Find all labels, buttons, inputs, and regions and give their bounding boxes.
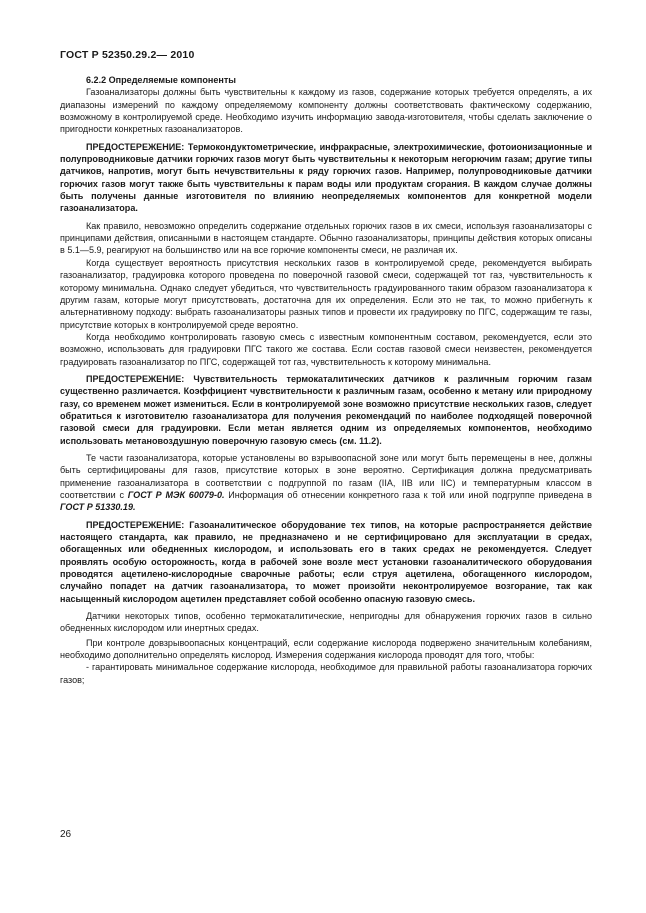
certification-text-a: Те части газоанализатора, которые установлены во взрывоопасной зоне или могут быть перемещены в нее, должны быть сертифицированы для газов, присутствие которых в зоне вероятно. Сертификация должна предусматривать применение газоанализатора в соответствии с подгруппой по газам (IIA, IIB или IIC) и температурным классом в соответствии с [60,452,592,500]
paragraph-certification [60,452,592,514]
reference-gost-iec: ГОСТ Р МЭК 60079-0. [127,490,225,500]
warning-sensors: ПРЕДОСТЕРЕЖЕНИЕ: Термокондуктометрические, инфракрасные, электрохимические, фотоионизационные и полупроводниковые датчики горючих газов могут быть чувствительны к некоторым негорючим газам; другие типы датчиков, напротив, могут быть нечувствительны к ряду горючих газов. Например, полупроводниковые датчики горючих газов могут также быть чувствительны к парам воды или продуктам сгорания. В каждом случае должны быть получены данные изготовителя по влиянию неопределяемых компонентов для конкретной модели газоанализатора. [60,141,592,214]
certification-text-b: Информация об отнесении конкретного газа к той или иной подгруппе приведена в [224,490,592,500]
paragraph-known-mixture: Когда необходимо контролировать газовую смесь с известным компонентным составом, рекомендуется, если это возможно, использовать для градуировки ПГС такого же состава. Если состав газовой смеси неизвестен, рекомендуется градуировать газоанализатор по ПГС, содержащей тот газ, чувствительность к которому минимальна. [60,331,592,367]
paragraph-inert: Датчики некоторых типов, особенно термокаталитические, непригодны для обнаружения горючих газов в сильно обедненных кислородом или инертных средах. [60,611,592,634]
paragraph-intro: Газоанализаторы должны быть чувствительны к каждому из газов, содержание которых требуется определять, а их диапазоны измерений по каждому определяемому компоненту должны соответствовать фактическому содержанию, возможному в контролируемой среде. Необходимо изучить информацию завода-изготовителя, чтобы сделать заключение о пригодности конкретных газоанализаторов. [60,87,592,135]
document-body [60,74,592,686]
list-item: - гарантировать минимальное содержание кислорода, необходимое для правильной работы газоанализатора горючих газов; [60,662,592,685]
warning-oxygen: ПРЕДОСТЕРЕЖЕНИЕ: Газоаналитическое оборудование тех типов, на которые распространяется действие настоящего стандарта, как правило, не предназначено и не сертифицировано для эксплуатации в средах, обогащенных или обедненных кислородом, и использовать его в таких средах не рекомендуется. Следует проявлять особую осторожность, когда в рабочей зоне возле мест установки газоаналитического оборудования проводятся ацетилено-кислородные сварочные работы; если струя ацетилена, обогащенного кислородом, случайно попадет на датчик газоанализатора, то может произойти неконтролируемое возгорание, так как насыщенный кислородом ацетилен представляет собой особенно опасную газовую смесь. [60,519,592,604]
paragraph-oxygen-control: При контроле довзрывоопасных концентраций, если содержание кислорода подвержено значительным колебаниям, необходимо дополнительно определять кислород. Измерения содержания кислорода проводят для того, чтобы: [60,637,592,661]
paragraph-multiple-gases: Когда существует вероятность присутствия нескольких газов в контролируемой среде, рекомендуется выбирать газоанализатор, градуировка которого проведена по поверочной газовой смеси, содержащей тот газ, чувствительность к которому минимальна. Однако следует убедиться, что чувствительность градуированного таким образом газоанализатора к другим газам, которые могут присутствовать, достаточна для их определения. Если это не так, то можно прибегнуть к альтернативному подходу: выбрать газоанализаторы разных типов и провести их градуировку по ПГС, содержащим те газы, присутствие которых в контролируемой среде вероятно. [60,257,592,330]
reference-gost-51330: ГОСТ Р 51330.19. [60,502,136,513]
document-header: ГОСТ Р 52350.29.2— 2010 [60,49,195,61]
paragraph-mixtures: Как правило, невозможно определить содержание отдельных горючих газов в их смеси, используя газоанализаторы с принципами действия, описанными в настоящем стандарте. Обычно газоанализаторы, принципы действия которых описаны в 5.1—5.9, реагируют на большинство или на все горючие компоненты смеси, не различая их. [60,220,592,256]
warning-catalytic: ПРЕДОСТЕРЕЖЕНИЕ: Чувствительность термокаталитических датчиков к различным горючим газам существенно различается. Коэффициент чувствительности к различным газам, особенно к метану или природному газу, со временем может измениться. Если в контролируемой зоне возможно присутствие нескольких газов, следует обратиться к изготовителю газоанализатора для получения рекомендаций по наиболее подходящей поверочной газовой смеси для градуировки. Если метан является одним из определяемых компонентов, необходимо использовать метановоздушную поверочную газовую смесь (см. 11.2). [60,373,592,446]
page-number: 26 [60,829,72,840]
section-heading: 6.2.2 Определяемые компоненты [86,75,236,85]
